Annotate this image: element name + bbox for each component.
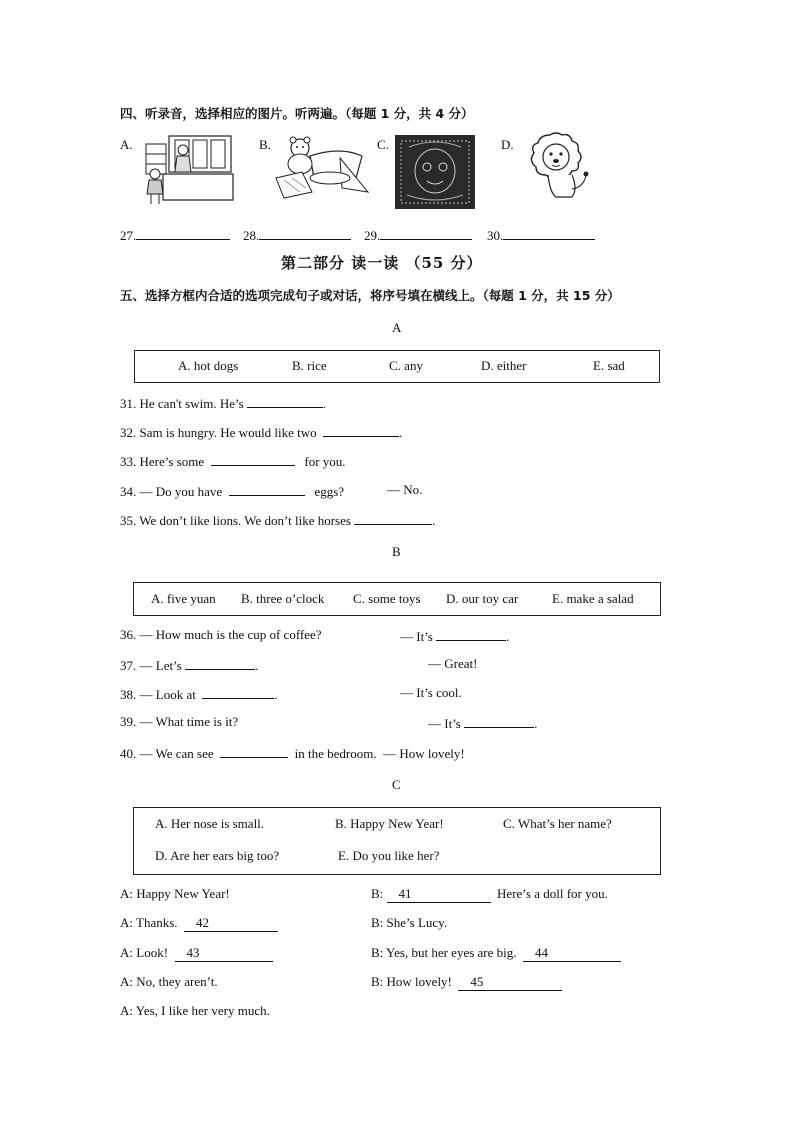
answer-number: 43	[186, 945, 200, 960]
question-39: 39. — What time is it?	[120, 714, 239, 729]
group-b-option-a: A. five yuan	[151, 591, 216, 606]
answer-27	[120, 226, 230, 244]
question-text: 37. — Let’s	[120, 658, 182, 673]
lion-icon	[522, 131, 592, 201]
reply-text: — How lovely!	[383, 746, 465, 761]
question-text: 34. — Do you have	[120, 484, 223, 499]
group-b-option-c: C. some toys	[353, 591, 421, 606]
answer-number: 44	[535, 945, 549, 960]
answer-28	[243, 226, 351, 244]
question-33	[120, 452, 346, 470]
answer-blank-43[interactable]	[175, 945, 273, 962]
dialogue-a-5: A: Yes, I like her very much.	[120, 1003, 270, 1018]
question-38-reply: — It’s cool.	[400, 685, 462, 700]
question-37-reply: — Great!	[428, 656, 478, 671]
answer-blank-42[interactable]	[184, 915, 278, 932]
reply-text: — It’s	[400, 629, 433, 644]
group-c-option-b: B. Happy New Year!	[335, 816, 444, 831]
question-36-reply	[400, 627, 509, 645]
question-39-reply	[428, 714, 537, 732]
question-text: 35. We don’t like lions. We don’t like horses	[120, 513, 351, 528]
group-b-label: B	[392, 544, 401, 559]
dialogue-b-1	[371, 886, 608, 903]
question-text: for you.	[304, 454, 346, 469]
answer-blank[interactable]	[136, 226, 230, 240]
answer-blank[interactable]	[211, 452, 295, 466]
bear-toy-box-icon	[270, 132, 370, 202]
dialogue-text: Here’s a doll for you.	[497, 886, 608, 901]
section5-heading: 五、选择方框内合适的选项完成句子或对话，将序号填在横线上。（每题 1 分，共 15 分）	[120, 288, 620, 303]
shop-scene-icon	[141, 132, 235, 206]
answer-blank[interactable]	[436, 627, 506, 641]
dialogue-a-4: A: No, they aren’t.	[120, 974, 218, 989]
answer-blank[interactable]	[259, 226, 351, 240]
answer-number: 28.	[243, 228, 260, 243]
dialogue-b-2: B: She’s Lucy.	[371, 915, 448, 930]
group-a-option-c: C. any	[389, 358, 423, 373]
group-c-option-c: C. What’s her name?	[503, 816, 612, 831]
question-text: 33. Here’s some	[120, 454, 205, 469]
picture-label-c: C.	[377, 137, 389, 152]
section4-heading: 四、听录音，选择相应的图片。听两遍。（每题 1 分，共 4 分）	[120, 106, 474, 121]
group-b-option-e: E. make a salad	[552, 591, 634, 606]
group-c-option-d: D. Are her ears big too?	[155, 848, 280, 863]
answer-blank-45[interactable]	[458, 974, 562, 991]
answer-blank[interactable]	[247, 394, 323, 408]
dialogue-text: B: How lovely!	[371, 974, 452, 989]
question-text: eggs?	[314, 484, 345, 499]
reply-text: .	[506, 629, 510, 644]
dialogue-text: B: Yes, but her eyes are big.	[371, 945, 517, 960]
answer-blank[interactable]	[229, 482, 305, 496]
answer-blank[interactable]	[185, 656, 255, 670]
answer-blank[interactable]	[380, 226, 472, 240]
question-38	[120, 685, 278, 703]
question-35	[120, 511, 435, 529]
answer-blank-41[interactable]	[387, 886, 491, 903]
speaker-label: B:	[371, 886, 384, 901]
dialogue-text: A: Look!	[120, 945, 169, 960]
question-text: .	[274, 687, 278, 702]
question-text: in the bedroom.	[294, 746, 377, 761]
dialogue-a-3	[120, 945, 273, 962]
answer-blank[interactable]	[202, 685, 274, 699]
picture-label-d: D.	[501, 137, 514, 152]
group-b-option-b: B. three o’clock	[241, 591, 325, 606]
dialogue-a-1: A: Happy New Year!	[120, 886, 230, 901]
question-text: .	[255, 658, 259, 673]
group-a-option-e: E. sad	[593, 358, 625, 373]
dialogue-a-2	[120, 915, 278, 932]
question-32	[120, 423, 402, 441]
question-text: .	[322, 396, 327, 411]
question-text: .	[399, 425, 403, 440]
question-36: 36. — How much is the cup of coffee?	[120, 627, 322, 642]
answer-blank[interactable]	[464, 714, 534, 728]
answer-blank-44[interactable]	[523, 945, 621, 962]
question-text: 38. — Look at	[120, 687, 196, 702]
dark-framed-picture-icon	[395, 135, 475, 209]
answer-30	[487, 226, 595, 244]
reply-text: — It’s	[428, 716, 461, 731]
answer-number: 27.	[120, 228, 137, 243]
question-37	[120, 656, 258, 674]
question-text: 32. Sam is hungry. He would like two	[120, 425, 317, 440]
dialogue-b-3	[371, 945, 621, 962]
group-a-option-b: B. rice	[292, 358, 327, 373]
question-text: 40. — We can see	[120, 746, 214, 761]
answer-29	[364, 226, 472, 244]
answer-number: 45	[470, 974, 484, 989]
reply-text: .	[534, 716, 538, 731]
group-c-option-e: E. Do you like her?	[338, 848, 440, 863]
group-a-option-a: A. hot dogs	[178, 358, 239, 373]
question-31	[120, 394, 326, 412]
group-c-option-a: A. Her nose is small.	[155, 816, 265, 831]
answer-number: 42	[196, 915, 210, 930]
answer-number: 30.	[487, 228, 504, 243]
answer-blank[interactable]	[220, 744, 288, 758]
question-34	[120, 482, 344, 500]
group-b-option-d: D. our toy car	[446, 591, 519, 606]
question-text: .	[432, 513, 436, 528]
answer-blank[interactable]	[503, 226, 595, 240]
group-a-label: A	[392, 320, 402, 335]
question-40	[120, 744, 465, 762]
dialogue-text: A: Thanks.	[120, 915, 178, 930]
question-34-reply: — No.	[387, 482, 423, 497]
group-c-label: C	[392, 777, 401, 792]
picture-label-b: B.	[259, 137, 271, 152]
group-a-option-d: D. either	[481, 358, 527, 373]
question-text: 31. He can't swim. He’s	[120, 396, 244, 411]
answer-number: 41	[398, 886, 412, 901]
answer-blank[interactable]	[354, 511, 432, 525]
answer-blank[interactable]	[323, 423, 399, 437]
picture-label-a: A.	[120, 137, 133, 152]
part2-title: 第二部分 读一读 （55 分）	[281, 254, 483, 272]
dialogue-b-4	[371, 974, 562, 991]
answer-number: 29.	[364, 228, 381, 243]
